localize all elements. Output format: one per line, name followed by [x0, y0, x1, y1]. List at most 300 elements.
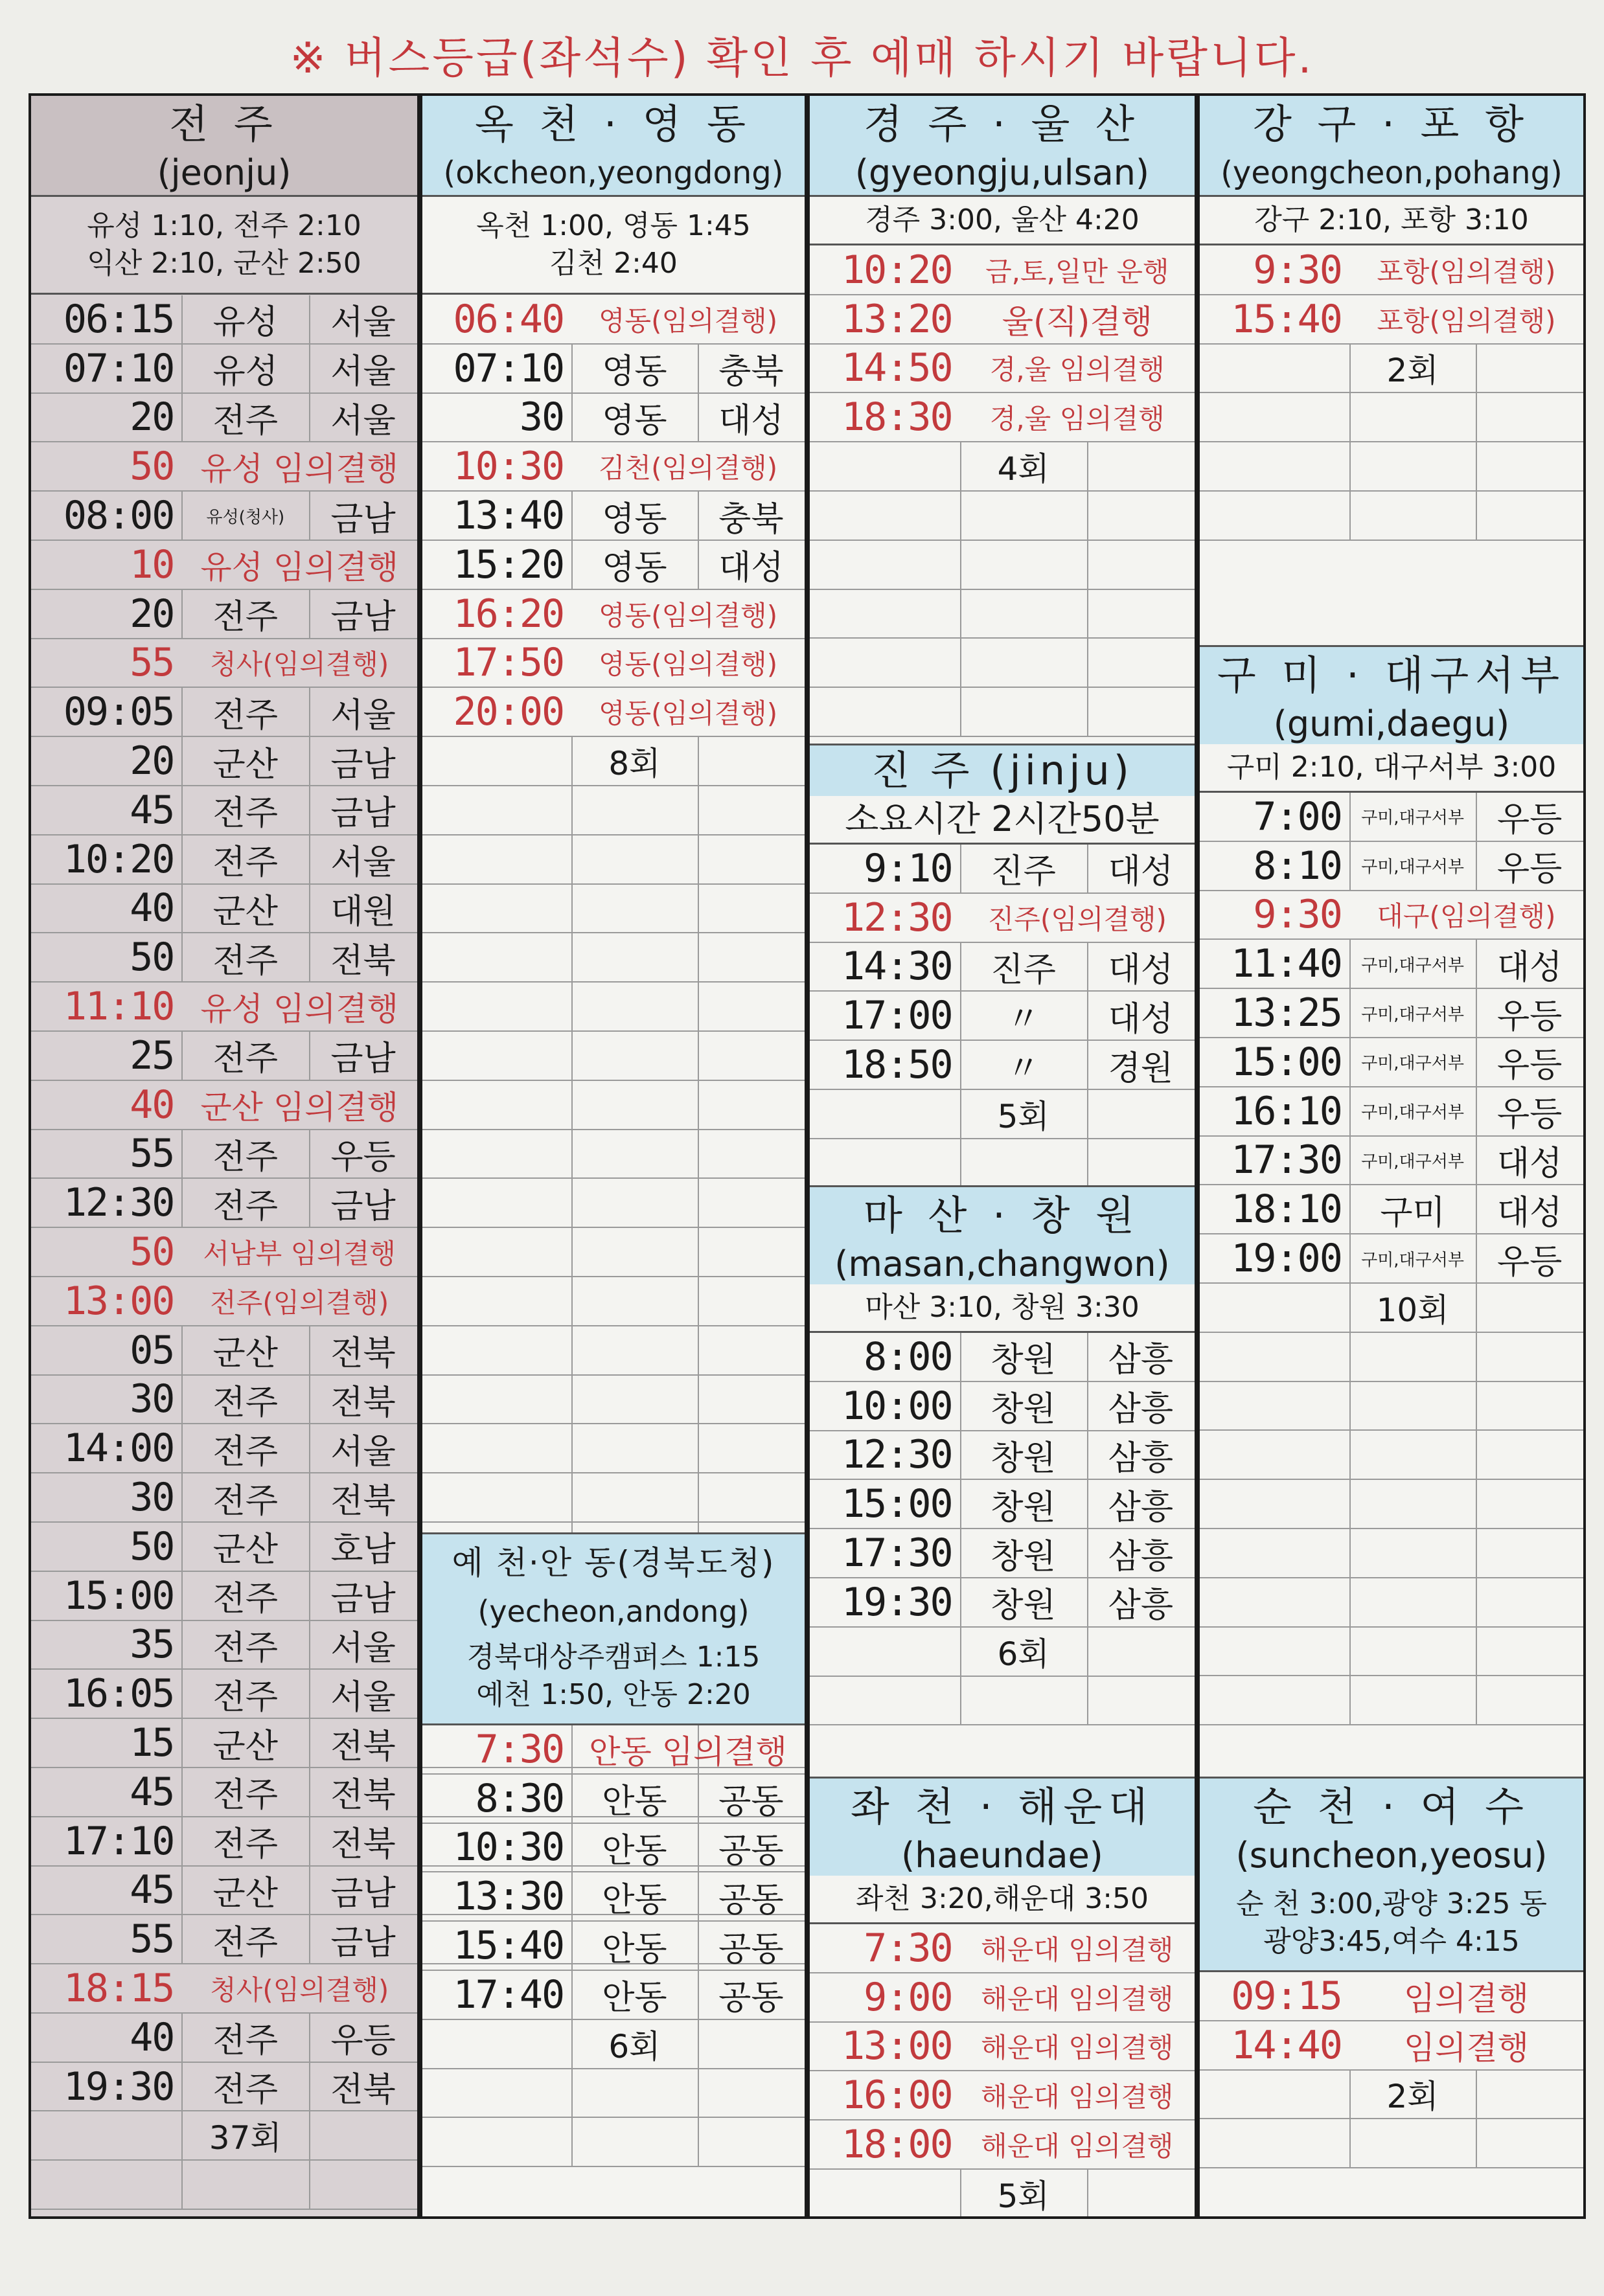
route-via: 전주 [212, 1432, 278, 1472]
section-header-masan [810, 1185, 1195, 1286]
remark-text: 경,울 임의결행 [989, 354, 1165, 386]
bus-company: 전북 [330, 1481, 396, 1521]
empty-row [810, 492, 1195, 541]
empty-row [422, 1130, 805, 1179]
departure-row [1200, 1234, 1583, 1284]
route-via: 전주 [212, 1628, 278, 1668]
section-title: 좌 천 · 해운대 [850, 1783, 1154, 1830]
departure-row [31, 1179, 417, 1228]
bus-company: 대성 [718, 549, 784, 588]
departure-row [810, 1529, 1195, 1578]
departure-time: 15:40 [1231, 296, 1342, 342]
rows-gyeongju [810, 246, 1195, 737]
departure-time: 10:20 [63, 836, 174, 882]
section-title: 경 주 · 울 산 [863, 100, 1141, 148]
departure-time: 50 [130, 935, 174, 981]
departure-row [31, 2063, 417, 2112]
bus-company: 삼흥 [1108, 1586, 1174, 1626]
remark-text: 울(직)결행 [1002, 302, 1152, 341]
count-row [810, 1628, 1195, 1677]
section-title: 예 천·안 동(경북도청) [452, 1544, 775, 1582]
bus-company: 전북 [330, 1334, 396, 1374]
departure-row [422, 1971, 805, 2020]
departure-time: 55 [130, 1916, 174, 1962]
route-via: 구미,대구서부 [1361, 858, 1465, 878]
section-title: 마 산 · 창 원 [863, 1192, 1141, 1239]
route-via: 안동 [602, 1832, 667, 1870]
departure-time: 50 [130, 444, 174, 490]
departure-time: 50 [130, 1229, 174, 1275]
section-title-en: (gyeongju,ulsan) [854, 152, 1150, 193]
rows-haeundae [810, 1924, 1195, 2216]
route-via: 안동 [602, 1880, 667, 1920]
route-via: 전주 [212, 941, 278, 981]
count-row [810, 2170, 1195, 2216]
departure-time: 45 [130, 1769, 174, 1815]
empty-row [422, 1081, 805, 1130]
departure-time: 10:20 [842, 247, 952, 293]
departure-row [1200, 1185, 1583, 1234]
departure-time: 10:30 [453, 1824, 564, 1870]
route-via: 창원 [991, 1439, 1056, 1478]
departure-row [422, 1775, 805, 1824]
departure-row [810, 246, 1195, 295]
departure-row [810, 943, 1195, 992]
section-title: 옥 천 · 영 동 [474, 100, 753, 148]
route-via: 전주 [212, 1187, 278, 1226]
bus-company: 공동 [718, 1782, 784, 1822]
bus-company: 대성 [1108, 852, 1174, 892]
bus-company: 서울 [330, 402, 396, 440]
route-via: 전주 [212, 1825, 278, 1865]
departure-row [810, 2120, 1195, 2170]
departure-time: 13:25 [1231, 990, 1342, 1036]
count-row [1200, 345, 1583, 394]
trip-count: 6회 [608, 2027, 661, 2065]
departure-time: 7:00 [1253, 793, 1342, 839]
bus-company: 서울 [330, 1432, 396, 1472]
bus-company: 우등 [1496, 1095, 1563, 1135]
info-line: 소요시간 2시간50분 [845, 799, 1160, 839]
route-via: 전주 [212, 1923, 278, 1962]
departure-row [810, 1333, 1195, 1382]
departure-row [1200, 891, 1583, 940]
departure-time: 20 [130, 591, 174, 637]
bus-company: 삼흥 [1108, 1439, 1174, 1478]
departure-row [31, 1670, 417, 1719]
column-pohang [1200, 96, 1583, 2216]
section-title: 전 주 [169, 100, 279, 148]
section-info-masan [810, 1284, 1195, 1333]
departure-time: 17:10 [63, 1818, 174, 1864]
bus-company: 금남 [330, 1040, 396, 1079]
departure-time: 20 [130, 394, 174, 440]
departure-time: 35 [130, 1622, 174, 1668]
departure-time: 14:50 [842, 345, 952, 391]
remark-text: 유성 임의결행 [200, 450, 399, 488]
empty-row [422, 1228, 805, 1277]
departure-time: 16:10 [1231, 1088, 1342, 1134]
departure-row [422, 295, 805, 345]
empty-row [810, 1139, 1195, 1188]
info-line: 좌천 3:20,해운대 3:50 [855, 1882, 1149, 1915]
bus-company: 금남 [330, 598, 396, 637]
departure-time: 13:00 [63, 1278, 174, 1324]
departure-row [1200, 842, 1583, 891]
departure-row [31, 1964, 417, 2014]
empty-row [422, 1424, 805, 1473]
route-via: 전주 [212, 1383, 278, 1422]
rows-suncheon [1200, 1972, 1583, 2168]
info-line: 마산 3:10, 창원 3:30 [865, 1291, 1140, 1324]
departure-row [810, 1973, 1195, 2023]
section-title-en: (yeongcheon,pohang) [1220, 155, 1563, 191]
empty-row [1200, 1578, 1583, 1628]
route-via: 진주 [991, 951, 1056, 990]
departure-row [31, 737, 417, 786]
empty-row [1200, 492, 1583, 541]
info-line: 김천 2:40 [549, 247, 678, 280]
route-via: 안동 [602, 1929, 667, 1969]
bus-company: 서울 [330, 1677, 396, 1717]
route-via: 전주 [212, 2021, 278, 2061]
departure-time: 18:50 [842, 1042, 952, 1088]
rows-pohang [1200, 246, 1583, 541]
bus-company: 전북 [330, 2071, 396, 2110]
departure-row [31, 688, 417, 737]
empty-row [810, 639, 1195, 688]
bus-company: 대성 [1496, 1193, 1563, 1233]
column-gyeongju [810, 96, 1195, 2216]
departure-row [31, 1621, 417, 1670]
bus-company: 공동 [718, 1929, 784, 1969]
departure-row [1200, 989, 1583, 1038]
trip-count: 2회 [1386, 2078, 1439, 2116]
departure-time: 09:05 [63, 689, 174, 735]
empty-row [1200, 1529, 1583, 1578]
bus-company: 서울 [330, 1628, 396, 1668]
section-title: 구 미 · 대구서부 [1217, 652, 1566, 699]
departure-row [31, 786, 417, 835]
route-via: 군산 [212, 1727, 278, 1766]
route-via: 구미,대구서부 [1361, 808, 1465, 828]
count-row [810, 442, 1195, 492]
departure-time: 19:30 [63, 2063, 174, 2109]
trip-count: 37회 [209, 2119, 282, 2157]
route-via: 전주 [212, 598, 278, 637]
departure-time: 45 [130, 1867, 174, 1913]
count-row [31, 2111, 417, 2161]
departure-row [422, 1725, 805, 1775]
remark-text: 진주(임의결행) [987, 903, 1167, 935]
section-header-haeundae [810, 1777, 1195, 1878]
bus-company: 호남 [330, 1530, 396, 1570]
empty-row [1200, 1431, 1583, 1480]
departure-row [31, 835, 417, 885]
departure-time: 06:15 [63, 296, 174, 342]
departure-time: 18:30 [842, 394, 952, 440]
departure-time: 15:40 [453, 1923, 564, 1969]
route-via: 전주 [212, 794, 278, 834]
departure-time: 09:15 [1231, 1973, 1342, 2019]
departure-row [31, 2014, 417, 2063]
trip-count: 2회 [1386, 352, 1439, 390]
route-via: 창원 [991, 1488, 1056, 1527]
remark-text: 전주(임의결행) [210, 1286, 389, 1319]
departure-row [31, 1326, 417, 1376]
route-via: 전주 [212, 1137, 278, 1177]
departure-row [31, 345, 417, 394]
departure-time: 55 [130, 640, 174, 686]
remark-text: 포항(임의결행) [1377, 255, 1556, 288]
section-title-en: (okcheon,yeongdong) [443, 155, 784, 191]
remark-text: 군산 임의결행 [200, 1088, 399, 1126]
bus-company: 삼흥 [1108, 1390, 1174, 1429]
bus-company: 우등 [1496, 1242, 1563, 1282]
remark-text: 서남부 임의결행 [203, 1238, 396, 1270]
bus-company: 서울 [330, 843, 396, 883]
departure-time: 7:30 [864, 1925, 952, 1971]
departure-row [422, 1824, 805, 1873]
departure-row [31, 442, 417, 492]
departure-time: 17:50 [453, 640, 564, 686]
count-row [422, 2020, 805, 2069]
departure-row [31, 394, 417, 443]
departure-time: 08:00 [63, 493, 174, 539]
empty-row [422, 1473, 805, 1523]
route-via: 영동 [602, 402, 667, 440]
empty-row [422, 983, 805, 1032]
departure-row [31, 492, 417, 541]
departure-row [422, 394, 805, 443]
section-header-jinju [810, 744, 1195, 798]
count-row [810, 1090, 1195, 1139]
remark-text: 해운대 임의결행 [981, 1933, 1174, 1966]
empty-row [422, 885, 805, 934]
section-info-jeonju [31, 197, 417, 295]
rows-yecheon [422, 1725, 805, 2167]
departure-row [31, 1376, 417, 1425]
bus-company: 우등 [1496, 850, 1563, 889]
departure-time: 8:10 [1253, 843, 1342, 889]
departure-row [810, 345, 1195, 394]
departure-row [31, 541, 417, 590]
departure-row [422, 1922, 805, 1971]
departure-row [31, 933, 417, 983]
section-info-gumi [1200, 744, 1583, 793]
departure-time: 9:10 [864, 845, 952, 891]
route-via: 유성(청사) [206, 507, 285, 527]
rows-jinju [810, 845, 1195, 1188]
departure-time: 07:10 [63, 345, 174, 391]
departure-time: 15:00 [842, 1481, 952, 1527]
section-header-yecheon [422, 1532, 805, 1631]
section-header-suncheon [1200, 1777, 1583, 1878]
departure-time: 07:10 [453, 345, 564, 391]
departure-row [31, 1473, 417, 1523]
bus-company: 금남 [330, 794, 396, 834]
route-via: 전주 [212, 843, 278, 883]
bus-company: 공동 [718, 1979, 784, 2018]
route-via: 〃 [1006, 999, 1040, 1039]
departure-row [31, 1768, 417, 1817]
departure-row [810, 393, 1195, 442]
departure-row [31, 1915, 417, 1964]
departure-time: 18:00 [842, 2122, 952, 2168]
departure-row [422, 492, 805, 541]
empty-row [422, 1326, 805, 1376]
section-info-jinju [810, 796, 1195, 845]
remark-text: 청사(임의결행) [210, 1973, 389, 2006]
departure-time: 06:40 [453, 296, 564, 342]
route-via: 전주 [212, 1776, 278, 1815]
section-title-en: (gumi,daegu) [1273, 703, 1510, 744]
departure-row [31, 1572, 417, 1621]
bus-company: 우등 [330, 1137, 396, 1177]
bus-company: 금남 [330, 745, 396, 784]
departure-time: 40 [130, 1082, 174, 1128]
departure-row [31, 983, 417, 1032]
bus-company: 전북 [330, 1383, 396, 1422]
departure-time: 15:00 [63, 1573, 174, 1619]
route-via: 창원 [991, 1390, 1056, 1429]
empty-row [1200, 1382, 1583, 1431]
departure-row [810, 2023, 1195, 2072]
departure-time: 17:00 [842, 993, 952, 1039]
departure-time: 40 [130, 2014, 174, 2060]
trip-count: 5회 [997, 1097, 1049, 1135]
section-header-pohang [1200, 96, 1583, 197]
route-via: 구미,대구서부 [1361, 1250, 1465, 1270]
column-jeonju [31, 96, 417, 2216]
departure-time: 8:30 [475, 1775, 564, 1821]
bus-company: 공동 [718, 1832, 784, 1870]
bus-company: 공동 [718, 1880, 784, 1920]
departure-row [810, 845, 1195, 894]
section-header-okcheon [422, 96, 805, 197]
route-via: 영동 [602, 352, 667, 392]
remark-text: 영동(임의결행) [598, 599, 778, 631]
route-via: 영동 [602, 549, 667, 588]
departure-row [422, 639, 805, 688]
bus-company: 삼흥 [1108, 1341, 1174, 1380]
route-via: 구미,대구서부 [1361, 1005, 1465, 1025]
departure-row [1200, 246, 1583, 295]
departure-row [422, 442, 805, 492]
trip-count: 6회 [997, 1635, 1049, 1673]
route-via: 영동 [602, 499, 667, 539]
bus-company: 경원 [1108, 1049, 1174, 1088]
trip-count: 4회 [997, 450, 1049, 488]
section-header-jeonju [31, 96, 417, 197]
empty-row [1200, 442, 1583, 492]
departure-row [1200, 1038, 1583, 1087]
departure-row [31, 1523, 417, 1572]
departure-time: 45 [130, 787, 174, 833]
info-line: 경북대상주캠퍼스 1:15 [466, 1641, 761, 1674]
departure-time: 19:30 [842, 1579, 952, 1625]
remark-text: 해운대 임의결행 [981, 1983, 1174, 2015]
departure-time: 18:10 [1231, 1187, 1342, 1233]
remark-text: 금,토,일만 운행 [985, 255, 1169, 288]
remark-text: 유성 임의결행 [200, 548, 399, 586]
departure-row [31, 1277, 417, 1326]
section-title-en: (haeundae) [901, 1835, 1103, 1876]
remark-text: 해운대 임의결행 [981, 2081, 1174, 2113]
departure-time: 30 [130, 1475, 174, 1521]
info-line: 광양3:45,여수 4:15 [1263, 1925, 1520, 1958]
departure-row [31, 1130, 417, 1179]
departure-time: 11:10 [63, 984, 174, 1030]
section-info-haeundae [810, 1876, 1195, 1924]
section-info-suncheon [1200, 1876, 1583, 1972]
bus-company: 금남 [330, 1923, 396, 1962]
info-line: 예천 1:50, 안동 2:20 [476, 1678, 751, 1711]
route-via: 〃 [1006, 1049, 1040, 1088]
remark-text: 임의결행 [1403, 1979, 1530, 2018]
empty-row [1200, 1676, 1583, 1725]
departure-time: 20 [130, 738, 174, 784]
bus-company: 금남 [330, 1187, 396, 1226]
departure-time: 16:00 [842, 2073, 952, 2119]
bus-company: 금남 [330, 1874, 396, 1913]
departure-row [422, 345, 805, 394]
remark-text: 영동(임의결행) [598, 698, 778, 730]
route-via: 창원 [991, 1586, 1056, 1626]
route-via: 전주 [212, 1481, 278, 1521]
departure-time: 19:00 [1231, 1236, 1342, 1282]
section-header-gyeongju [810, 96, 1195, 197]
departure-row [31, 639, 417, 688]
bus-company: 우등 [1496, 997, 1563, 1036]
info-line: 익산 2:10, 군산 2:50 [87, 247, 361, 280]
section-info-pohang [1200, 197, 1583, 245]
info-line: 강구 2:10, 포항 3:10 [1254, 203, 1529, 236]
info-line: 유성 1:10, 전주 2:10 [87, 209, 361, 242]
departure-time: 11:40 [1231, 941, 1342, 987]
section-title-en: (masan,changwon) [834, 1244, 1170, 1284]
departure-row [810, 1382, 1195, 1431]
departure-time: 18:15 [63, 1965, 174, 2011]
bus-company: 금남 [330, 499, 396, 539]
route-via: 진주 [991, 852, 1056, 892]
empty-row [422, 786, 805, 835]
departure-row [1200, 1137, 1583, 1186]
bus-company: 대성 [1108, 951, 1174, 990]
departure-row [31, 1081, 417, 1130]
trip-count: 5회 [997, 2177, 1049, 2215]
empty-row [422, 933, 805, 983]
departure-row [422, 1872, 805, 1922]
remark-text: 해운대 임의결행 [981, 2130, 1174, 2163]
bus-company: 서울 [330, 303, 396, 343]
empty-row [810, 590, 1195, 639]
route-via: 유성 [212, 303, 278, 343]
departure-time: 50 [130, 1523, 174, 1569]
departure-row [31, 1424, 417, 1473]
departure-time: 13:40 [453, 493, 564, 539]
route-via: 창원 [991, 1537, 1056, 1576]
section-title-en: (yecheon,andong) [477, 1594, 750, 1629]
departure-row [31, 1228, 417, 1277]
empty-row [810, 688, 1195, 737]
section-info-yecheon [422, 1629, 805, 1725]
info-line: 순 천 3:00,광양 3:25 동 [1235, 1887, 1548, 1920]
remark-text: 해운대 임의결행 [981, 2032, 1174, 2064]
departure-time: 13:30 [453, 1874, 564, 1920]
departure-time: 9:00 [864, 1974, 952, 2020]
departure-row [810, 1431, 1195, 1481]
